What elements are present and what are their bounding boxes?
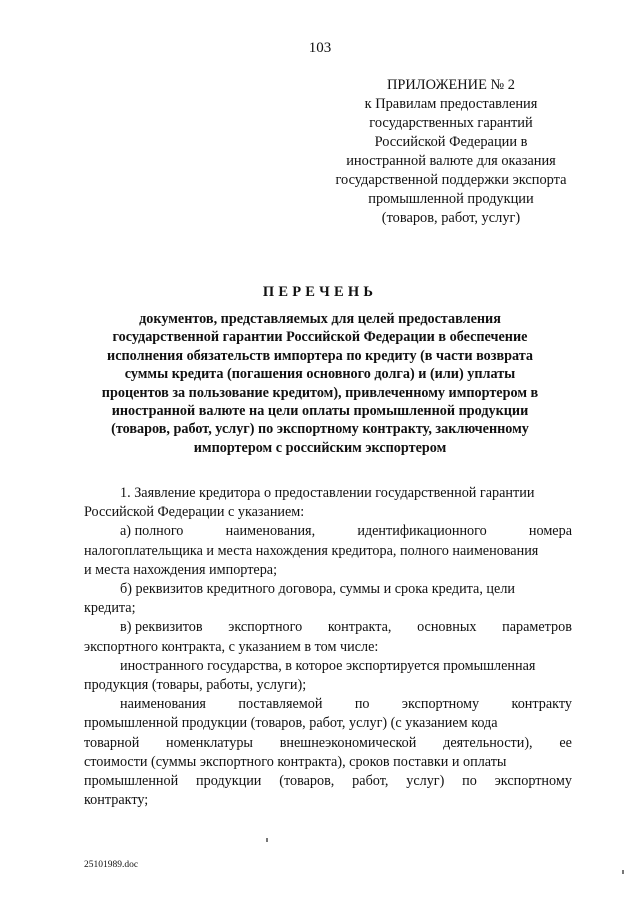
scan-mark	[622, 870, 624, 874]
item-v-line: экспортного контракта, с указанием в том числе:	[84, 638, 379, 655]
item-v-line	[84, 618, 572, 637]
word: экспортному	[401, 696, 480, 713]
word: деятельности),	[443, 734, 533, 751]
subitem-country-line: продукция (товары, работы, услуги);	[84, 677, 307, 694]
subitem-product-line: контракту;	[84, 792, 149, 809]
paragraph-1-line: Российской Федерации с указанием:	[84, 504, 305, 521]
appendix-block	[320, 76, 582, 228]
word: параметров	[502, 619, 572, 636]
word: наименования	[120, 696, 206, 713]
word: промышленной	[84, 773, 179, 790]
item-b-line: б) реквизитов кредитного договора, суммы и срока кредита, цели	[120, 581, 515, 598]
word: экспортному	[494, 773, 572, 790]
appendix-line: иностранной валюте для оказания	[346, 153, 556, 169]
word: основных	[417, 619, 477, 636]
word: внешнеэкономической	[279, 734, 417, 751]
word: по	[462, 773, 477, 790]
subtitle-line: документов, представляемых для целей предоставления	[139, 311, 501, 327]
word: контракта,	[327, 619, 392, 636]
appendix-heading: ПРИЛОЖЕНИЕ № 2	[387, 77, 515, 93]
word: работ,	[352, 773, 389, 790]
item-a-line	[84, 522, 572, 541]
word: по	[354, 696, 370, 713]
word: наименования,	[225, 523, 316, 540]
item-b-line: кредита;	[84, 600, 136, 617]
document-title: ПЕРЕЧЕНЬ	[262, 284, 378, 300]
word: поставляемой	[238, 696, 323, 713]
subitem-product-line: стоимости (суммы экспортного контракта), сроков поставки и оплаты	[84, 753, 507, 770]
subitem-product-line	[84, 695, 572, 714]
word: (товаров,	[279, 773, 335, 790]
appendix-line: государственной поддержки экспорта	[335, 172, 567, 188]
word: контракту	[511, 696, 572, 713]
subtitle-line: суммы кредита (погашения основного долга) и (или) уплаты	[124, 366, 516, 383]
item-a-line: налогоплательщика и места нахождения кредитора, полного наименования	[84, 542, 539, 559]
scan-mark	[266, 838, 268, 842]
document-subtitle	[60, 310, 580, 457]
item-a-line: и места нахождения импортера;	[84, 561, 278, 578]
word: товарной	[84, 734, 140, 751]
word: ее	[559, 734, 572, 751]
page-number: 103	[308, 40, 332, 56]
subitem-product-line	[84, 772, 572, 791]
subitem-country-line: иностранного государства, в которое экспортируется промышленная	[120, 657, 536, 674]
word: в) реквизитов	[120, 619, 203, 636]
appendix-line: Российской Федерации в	[374, 134, 528, 150]
subtitle-line: процентов за пользование кредитом), привлеченному импортером в	[101, 384, 539, 401]
word: продукции	[196, 773, 262, 790]
appendix-line: промышленной продукции	[368, 191, 534, 207]
word: номенклатуры	[166, 734, 253, 751]
subtitle-line: государственной гарантии Российской Федерации в обеспечение	[112, 329, 528, 346]
word: а) полного	[120, 523, 184, 540]
subitem-product-line	[84, 734, 572, 753]
word: идентификационного	[357, 523, 487, 540]
subtitle-line: импортером с российским экспортером	[193, 439, 447, 456]
appendix-line: государственных гарантий	[369, 115, 533, 131]
subtitle-line: иностранной валюте на цели оплаты промышленной продукции	[111, 403, 529, 420]
appendix-line: к Правилам предоставления	[364, 96, 538, 112]
word: номера	[528, 523, 572, 540]
word: экспортного	[228, 619, 303, 636]
document-body	[84, 484, 572, 810]
subtitle-line: исполнения обязательств импортера по кредиту (в части возврата	[107, 347, 533, 364]
appendix-line: (товаров, работ, услуг)	[381, 210, 521, 226]
footer-file-name: 25101989.doc	[84, 860, 139, 870]
subitem-product-line: промышленной продукции (товаров, работ, услуг) (с указанием кода	[84, 715, 498, 732]
paragraph-1-line: 1. Заявление кредитора о предоставлении государственной гарантии	[120, 485, 535, 501]
subtitle-line: (товаров, работ, услуг) по экспортному контракту, заключенному	[111, 421, 529, 438]
word: услуг)	[406, 773, 445, 790]
